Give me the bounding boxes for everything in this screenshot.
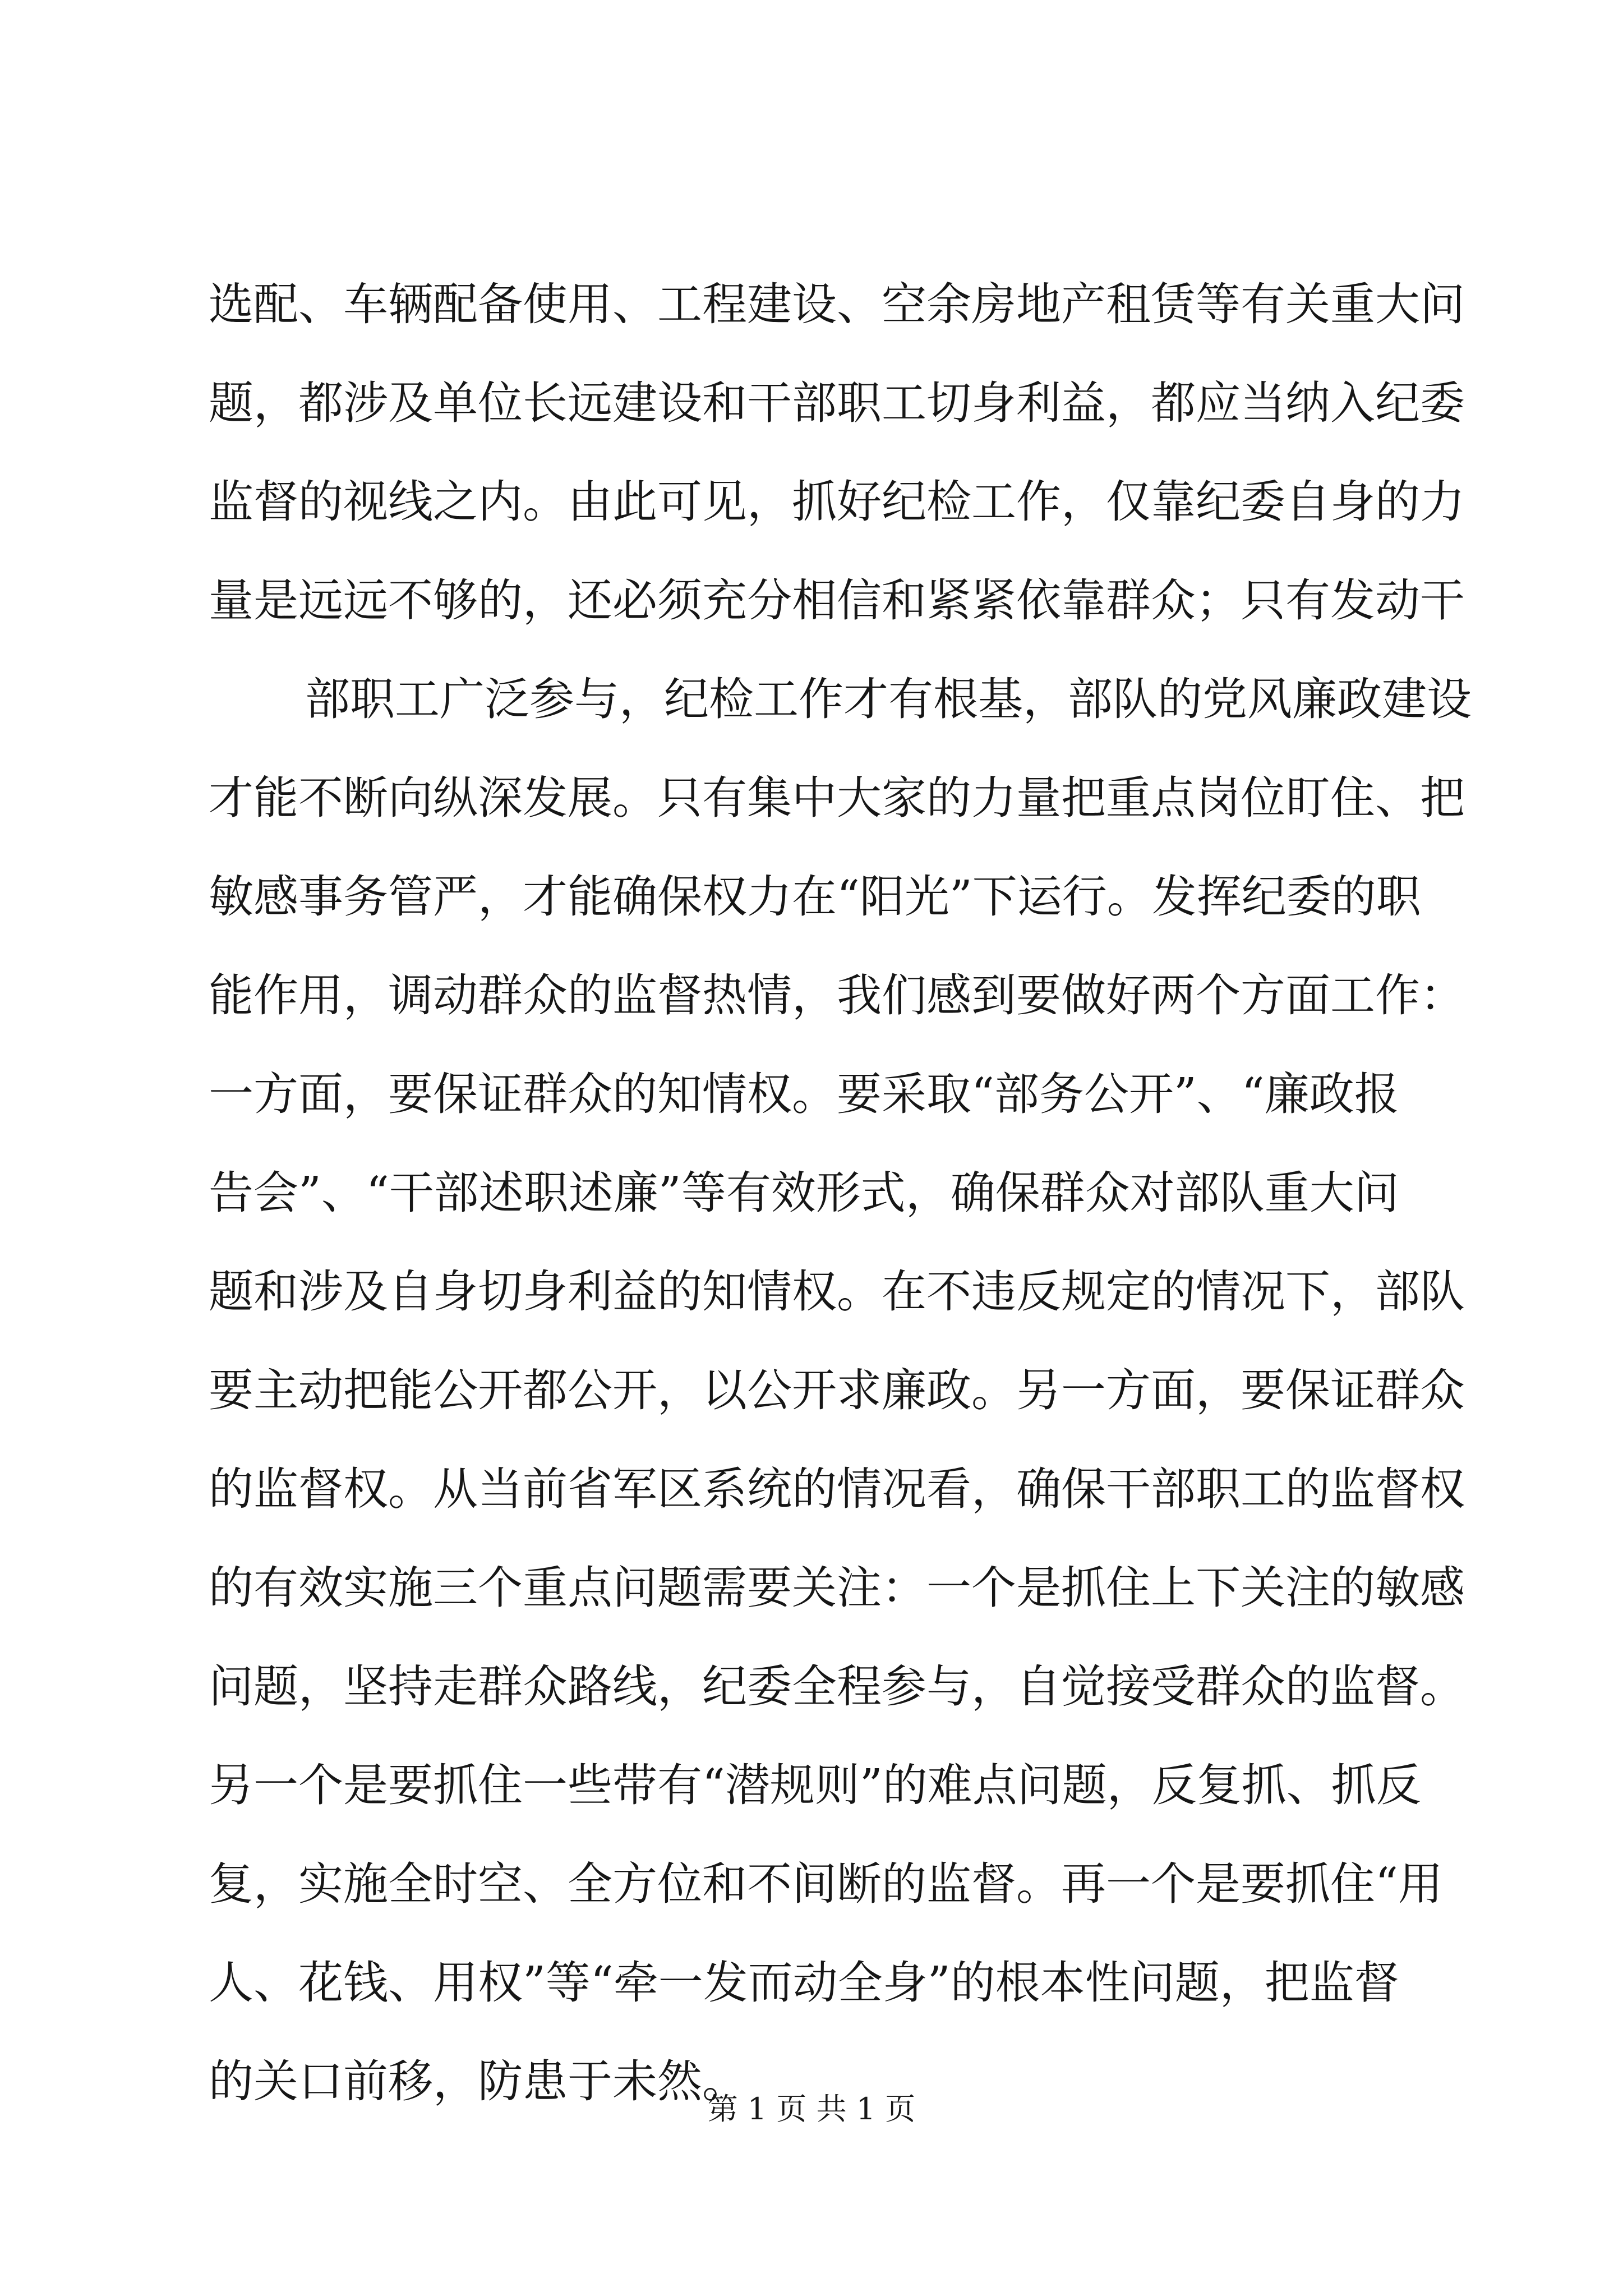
text-line: 选配、车辆配备使用、工程建设、空余房地产租赁等有关重大问 [209, 278, 1465, 330]
document-body [209, 255, 1472, 2131]
text-line: 的有效实施三个重点问题需要关注：一个是抓住上下关注的敏感 [209, 1562, 1465, 1614]
text-line: 复，实施全时空、全方位和不间断的监督。再一个是要抓住“用 [209, 1858, 1443, 1910]
page-footer: 第 1 页 共 1 页 [707, 2091, 916, 2127]
text-line: 另一个是要抓住一些带有“潜规则”的难点问题，反复抓、抓反 [209, 1759, 1421, 1811]
text-line: 能作用，调动群众的监督热情，我们感到要做好两个方面工作： [209, 969, 1465, 1022]
text-line: 题，都涉及单位长远建设和干部职工切身利益，都应当纳入纪委 [209, 377, 1465, 429]
text-line: 人、花钱、用权”等“牵一发而动全身”的根本性问题，把监督 [209, 1957, 1399, 2009]
text-line: 一方面，要保证群众的知情权。要采取“部务公开”、“廉政报 [209, 1068, 1399, 1120]
text-line: 要主动把能公开都公开，以公开求廉政。另一方面，要保证群众 [209, 1364, 1465, 1416]
text-line: 题和涉及自身切身利益的知情权。在不违反规定的情况下，部队 [209, 1266, 1465, 1318]
text-line: 告会”、“干部述职述廉”等有效形式，确保群众对部队重大问 [209, 1167, 1399, 1219]
text-line: 敏感事务管严，才能确保权力在“阳光”下运行。发挥纪委的职 [209, 871, 1421, 923]
text-line: 问题，坚持走群众路线，纪委全程参与，自觉接受群众的监督。 [209, 1660, 1465, 1713]
text-line-indented: 部职工广泛参与，纪检工作才有根基，部队的党风廉政建设 [305, 673, 1472, 725]
text-line: 量是远远不够的，还必须充分相信和紧紧依靠群众；只有发动干 [209, 574, 1465, 627]
text-line: 的监督权。从当前省军区系统的情况看，确保干部职工的监督权 [209, 1463, 1465, 1515]
text-line: 的关口前移，防患于未然。 [209, 2055, 747, 2108]
text-line: 才能不断向纵深发展。只有集中大家的力量把重点岗位盯住、把 [209, 772, 1465, 824]
text-line: 监督的视线之内。由此可见，抓好纪检工作，仅靠纪委自身的力 [209, 476, 1465, 528]
